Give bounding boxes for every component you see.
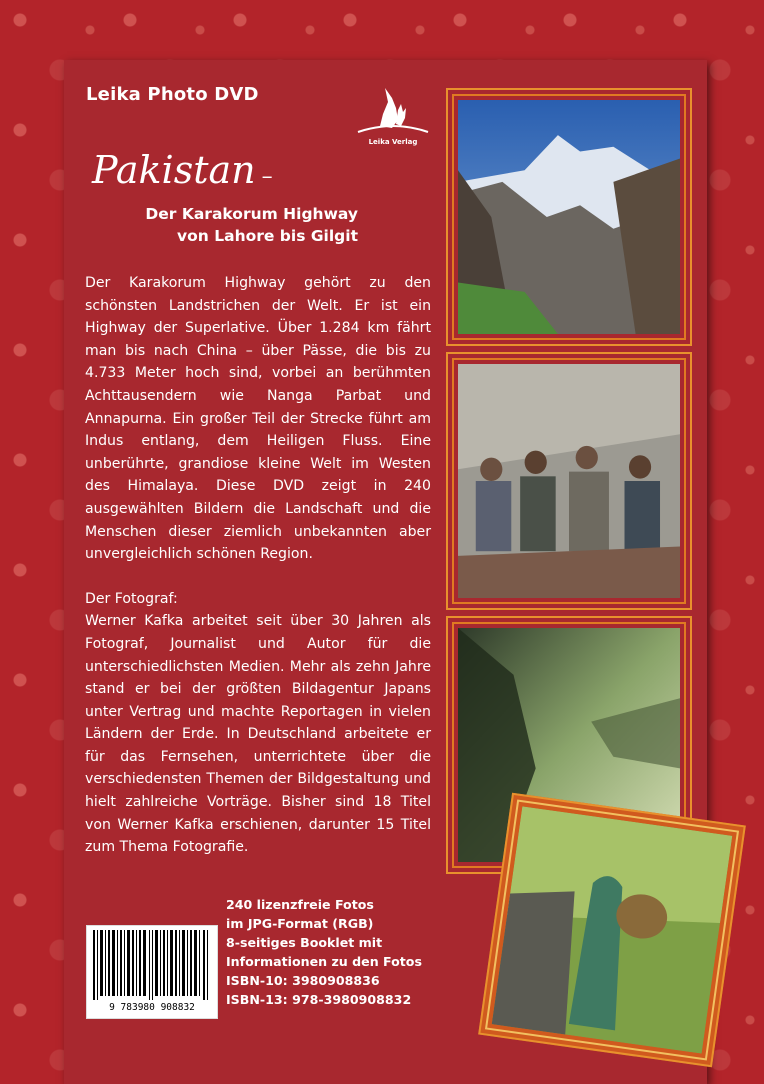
- woman-photo: [492, 806, 733, 1053]
- description-paragraph: Der Karakorum Highway gehört zu den schönsten Landstrichen der Welt. Er ist ein Highway der Superlative. Über 1.284 km fährt man bis nach China – über Pässe, die bis zu 4.733 Meter hoch sind, vorbei an berühmten Achttausendern wie Nanga Parbat und Annapurna. Ein großer Teil der Strecke führt am Indus entlang, dem Heiligen Fluss. Eine unberührte, grandiose kleine Welt im Westen des Himalaya. Diese DVD zeigt in 240 ausgewählten Bildern die Landschaft und die Menschen dieser ziemlich unbekannten aber unvergleichlich schönen Region.: [85, 275, 431, 563]
- subtitle-line-1: Der Karakorum Highway: [145, 205, 358, 223]
- info-line-isbn10: ISBN-10: 3980908836: [226, 973, 380, 988]
- photo-frame-men: [446, 352, 692, 610]
- info-line-isbn13: ISBN-13: 978-3980908832: [226, 992, 412, 1007]
- title-main: Pakistan: [92, 148, 256, 192]
- photo-frame-mountains: [446, 88, 692, 346]
- barcode-bars: [87, 926, 217, 1002]
- info-line-photos: 240 lizenzfreie Fotos: [226, 897, 374, 912]
- photo-frame-woman: [478, 793, 746, 1067]
- body-text: [85, 272, 431, 859]
- publisher-logo: [352, 80, 434, 150]
- series-label: Leika Photo DVD: [86, 84, 259, 105]
- title-dash: –: [261, 164, 273, 189]
- info-line-booklet-info: Informationen zu den Fotos: [226, 954, 422, 969]
- fox-rabbit-icon: [352, 80, 434, 140]
- subtitle: [100, 203, 358, 247]
- publisher-name: Leika Verlag: [368, 138, 418, 146]
- mountain-photo: [458, 100, 680, 334]
- info-line-format: im JPG-Format (RGB): [226, 916, 374, 931]
- photographer-bio: Werner Kafka arbeitet seit über 30 Jahren als Fotograf, Journalist und Autor für die unterschiedlichsten Medien. Mehr als zehn Jahre stand er bei der größten Bildagentur Japans unter Vertrag und machte Reportagen in vielen Ländern der Erde. In Deutschland arbeitete er für das Fernsehen, unterrichtete über die verschiedensten Themen der Bildgestaltung und hielt zahlreiche Vorträge. Bisher sind 18 Titel von Werner Kafka erschienen, darunter 15 Titel zum Thema Fotografie.: [85, 613, 431, 856]
- subtitle-line-2: von Lahore bis Gilgit: [177, 227, 358, 245]
- title-pakistan: [92, 148, 273, 192]
- barcode: [86, 925, 218, 1019]
- photographer-heading: Der Fotograf:: [85, 590, 178, 607]
- product-info: [226, 895, 422, 1009]
- info-line-booklet: 8-seitiges Booklet mit: [226, 935, 383, 950]
- men-photo: [458, 364, 680, 598]
- barcode-number: 9 783980 908832: [109, 1002, 195, 1013]
